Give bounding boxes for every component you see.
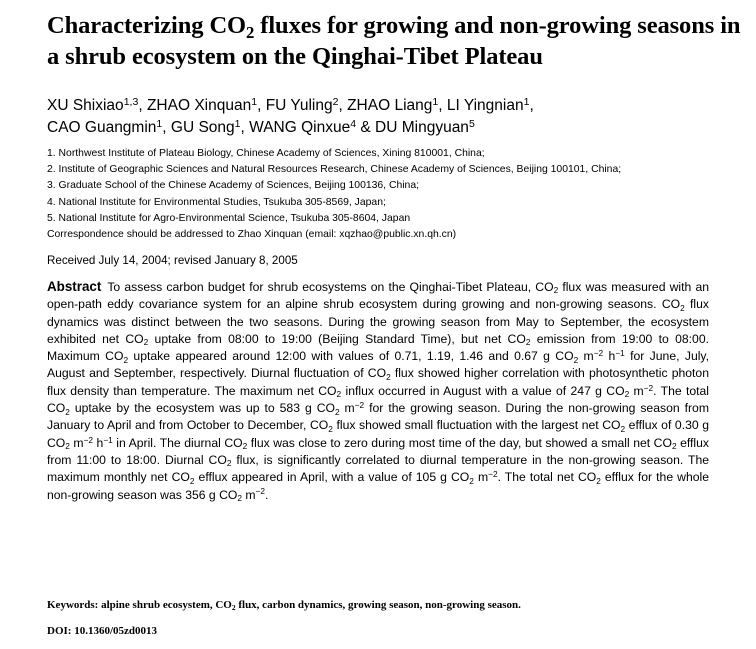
author: CAO Guangmin$^1$, <box>47 117 171 136</box>
abstract-subscript: 2 <box>242 441 248 452</box>
correspondence-line: Correspondence should be addressed to Zhao Xinquan (email: xqzhao@public.xn.qh.cn) <box>47 229 457 241</box>
abstract-text-segment: uptake appeared around 12:00 with values of 0.71, 1.19, 1.46 and 0.67 g CO <box>128 349 574 364</box>
abstract-subscript: 2 <box>680 302 685 313</box>
affiliation-item: 4. National Institute for Environmental Studies, Tsukuba 305-8569, Japan; <box>47 196 386 208</box>
keywords-subscript: 2 <box>231 603 236 613</box>
abstract-heading: Abstract <box>47 279 102 294</box>
author: XU Shixiao$^{1,3}$, <box>47 95 147 114</box>
abstract-subscript: 2 <box>65 441 70 452</box>
abstract-text-segment: m <box>473 470 489 485</box>
abstract-superscript: −2 <box>83 434 94 445</box>
affiliation-list <box>47 146 747 243</box>
author: FU Yuling$^2$, <box>265 95 348 114</box>
abstract-subscript: 2 <box>525 337 531 348</box>
abstract-subscript: 2 <box>65 406 70 417</box>
author-affiliation-marker: 1 <box>156 117 163 130</box>
abstract-text-segment: efflux for the whole non-growing season was 356 g CO <box>47 470 709 502</box>
abstract-text-segment: for the growing season. During the non-growing season from January to April and from October to December, CO <box>47 401 709 433</box>
abstract-text-segment: m <box>69 435 84 450</box>
abstract-subscript: 2 <box>143 337 149 348</box>
abstract-superscript: −2 <box>354 399 365 410</box>
abstract-text-segment: . The total CO <box>47 383 709 416</box>
abstract-text-segment: To assess carbon budget for shrub ecosystems on the Qinghai-Tibet Plateau, CO <box>107 280 554 294</box>
abstract-text-segment: uptake from 08:00 to 19:00 (Beijing Standard Time), but net CO <box>148 331 526 346</box>
abstract-text-segment: efflux from 11:00 to 18:00. Diurnal CO <box>47 435 709 467</box>
doi-line: DOI: 10.1360/05zd0013 <box>47 625 157 637</box>
keywords-text-part1: alpine shrub ecosystem, CO <box>98 599 232 611</box>
affiliation-item: 2. Institute of Geographic Sciences and Natural Resources Research, Chinese Academy of Sciences, Beijing 100101, China; <box>47 164 622 176</box>
author-affiliation-marker: 4 <box>350 117 357 130</box>
abstract-superscript: −2 <box>255 486 265 497</box>
keywords-label: Keywords: <box>47 599 99 611</box>
abstract-text-segment: m <box>629 383 644 398</box>
abstract-text-segment: emission from 19:00 to 08:00. Maximum CO <box>47 331 709 364</box>
abstract-text-segment: efflux appeared in April, with a value of 105 g CO <box>194 470 470 485</box>
abstract-subscript: 2 <box>573 354 579 365</box>
abstract-text-segment: flux showed small fluctuation with the largest net CO <box>332 418 621 433</box>
abstract-subscript: 2 <box>620 423 626 434</box>
abstract-text-segment: influx occurred in August with a value of 247 g CO <box>341 383 625 398</box>
abstract-subscript: 2 <box>671 441 677 452</box>
author-affiliation-marker: 5 <box>468 117 475 130</box>
abstract-text-segment: . <box>264 487 269 502</box>
abstract-subscript: 2 <box>328 423 333 434</box>
abstract-text-segment: h <box>603 349 616 364</box>
title-text-part2: fluxes for growing and non-growing seasons in a shrub ecosystem on the Qinghai-Tibet Plateau <box>47 12 741 70</box>
abstract-text-segment: for June, July, August and September, respectively. Diurnal fluctuation of CO <box>47 349 709 381</box>
abstract-text-segment: m <box>339 401 355 416</box>
title-subscript: 2 <box>246 22 255 42</box>
abstract-text-segment: flux dynamics was distinct between the two seasons. During the growing season from May to September, the ecosystem exhibited net CO <box>47 297 709 346</box>
abstract-subscript: 2 <box>334 406 340 417</box>
author: ZHAO Liang$^1$, <box>347 95 447 114</box>
abstract-text-segment: . The total net CO <box>497 470 597 485</box>
abstract-text-segment: flux, is significantly correlated to diurnal temperature in the non-growing season. The maximum monthly net CO <box>47 452 710 485</box>
received-dates: Received July 14, 2004; revised January 8, 2005 <box>47 254 298 267</box>
abstract-text-segment: uptake by the ecosystem was up to 583 g CO <box>69 401 335 416</box>
abstract-subscript: 2 <box>386 371 391 382</box>
abstract-superscript: −2 <box>593 348 604 359</box>
author: ZHAO Xinquan$^1$, <box>146 95 266 114</box>
author-list <box>47 95 747 139</box>
author-affiliation-marker: 2 <box>332 95 339 108</box>
author-affiliation-marker: 1 <box>523 95 530 108</box>
abstract-subscript: 2 <box>624 389 630 400</box>
abstract-subscript: 2 <box>226 458 232 469</box>
author: WANG Qinxue$^4$ & <box>249 117 376 136</box>
author-affiliation-marker: 1 <box>251 95 258 108</box>
abstract-subscript: 2 <box>553 285 559 296</box>
abstract-superscript: −1 <box>103 434 113 445</box>
title-text-part1: Characterizing CO <box>47 12 247 39</box>
author: GU Song$^1$, <box>170 117 250 136</box>
affiliation-item: 1. Northwest Institute of Plateau Biology, Chinese Academy of Sciences, Xining 810001, China; <box>47 148 485 159</box>
author: DU Mingyuan$^5$ <box>375 117 475 136</box>
abstract-text-segment: in April. The diurnal CO <box>112 435 243 450</box>
abstract-text-segment: flux showed higher correlation with photosynthetic photon flux density than temperature. The maximum net CO <box>47 366 709 398</box>
paper-title <box>47 10 747 72</box>
abstract-subscript: 2 <box>123 354 129 365</box>
affiliation-item: 5. National Institute for Agro-Environmental Science, Tsukuba 305-8604, Japan <box>47 212 411 224</box>
abstract-superscript: −2 <box>488 469 498 480</box>
author-affiliation-marker: 1,3 <box>123 95 139 108</box>
abstract-superscript: −2 <box>643 382 654 393</box>
keywords-text-part2: flux, carbon dynamics, growing season, non-growing season. <box>235 599 521 611</box>
abstract-text-segment: m <box>241 487 256 502</box>
abstract-text-segment: h <box>93 435 104 450</box>
abstract-paragraph <box>47 278 709 504</box>
abstract-text-segment: m <box>578 349 594 364</box>
abstract-subscript: 2 <box>237 493 242 504</box>
author: LI Yingnian$^1$, <box>446 95 534 114</box>
abstract-text-segment: efflux of 0.30 g CO <box>47 418 709 450</box>
abstract-subscript: 2 <box>189 475 195 486</box>
abstract-subscript: 2 <box>469 475 474 486</box>
abstract-subscript: 2 <box>336 389 342 400</box>
abstract-superscript: −1 <box>615 348 625 359</box>
author-affiliation-marker: 1 <box>432 95 439 108</box>
affiliation-item: 3. Graduate School of the Chinese Academy of Sciences, Beijing 100136, China; <box>47 180 419 192</box>
abstract-text-segment: flux was measured with an open-path eddy covariance system for an alpine shrub ecosystem during growing and non-growing seasons. CO <box>47 280 709 312</box>
abstract-body <box>47 280 709 502</box>
abstract-subscript: 2 <box>596 475 601 486</box>
abstract-text-segment: flux was close to zero during most time of the day, but showed a small net CO <box>247 435 672 450</box>
author-affiliation-marker: 1 <box>234 117 241 130</box>
keywords-line <box>47 598 747 613</box>
